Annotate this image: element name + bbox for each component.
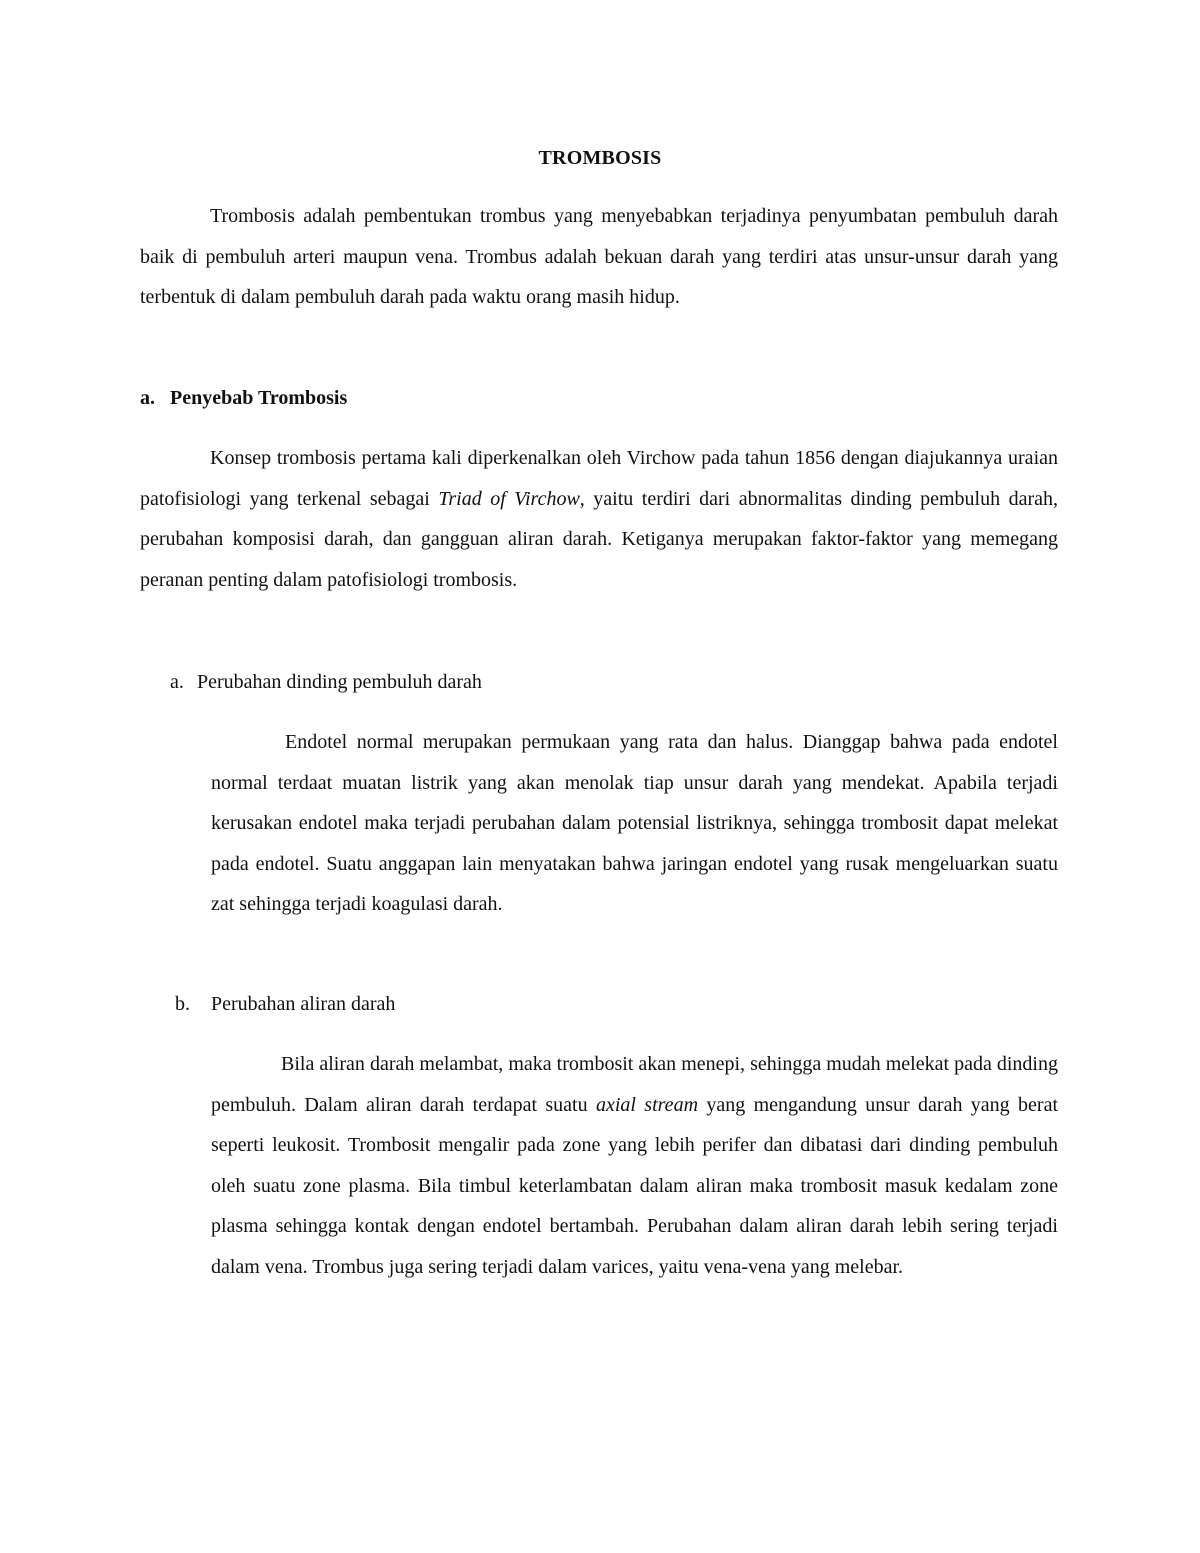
subsection-a-paragraph (211, 722, 1058, 925)
subsection-a-heading (170, 668, 482, 696)
subsection-b-paragraph (211, 1044, 1058, 1287)
section-a-marker: a. (140, 387, 155, 409)
intro-paragraph (140, 196, 1058, 318)
subsection-b-heading-text: Perubahan aliran darah (211, 993, 396, 1015)
section-a-text-before: Konsep trombosis pertama kali diperkenalkan oleh Virchow pada tahun 1856 dengan diajukannya uraian patofisiologi yang terkenal sebagai (140, 447, 1058, 510)
subsection-b-italic-term: axial stream (595, 1093, 699, 1116)
section-a-text-after: , yaitu terdiri dari abnormalitas dinding pembuluh darah, perubahan komposisi darah, dan gangguan aliran darah. Ketiganya merupakan faktor-faktor yang memegang peranan penting dalam patofisiologi trombosis. (140, 487, 1059, 591)
document-title: TROMBOSIS (538, 147, 662, 169)
section-a-heading (140, 384, 347, 412)
subsection-b-text-before: Bila aliran darah melambat, maka trombosit akan menepi, sehingga mudah melekat pada dinding pembuluh. Dalam aliran darah terdapat suatu (211, 1053, 1058, 1116)
section-a-heading-text: Penyebab Trombosis (170, 387, 348, 409)
intro-text: Trombosis adalah pembentukan trombus yang menyebabkan terjadinya penyumbatan pembuluh darah baik di pembuluh arteri maupun vena. Trombus adalah bekuan darah yang terdiri atas unsur-unsur darah yang terbentuk di dalam pembuluh darah pada waktu orang masih hidup. (140, 205, 1058, 308)
subsection-b-heading (175, 990, 395, 1018)
subsection-a-marker: a. (170, 671, 184, 693)
section-a-paragraph (140, 438, 1058, 600)
subsection-b-marker: b. (175, 993, 190, 1015)
section-a-italic-term: Triad of Virchow (438, 487, 580, 510)
subsection-a-text: Endotel normal merupakan permukaan yang rata dan halus. Dianggap bahwa pada endotel normal terdaat muatan listrik yang akan menolak tiap unsur darah yang mendekat. Apabila terjadi kerusakan endotel maka terjadi perubahan dalam potensial listriknya, sehingga trombosit dapat melekat pada endotel. Suatu anggapan lain menyatakan bahwa jaringan endotel yang rusak mengeluarkan suatu zat sehingga terjadi koagulasi darah. (211, 731, 1058, 915)
subsection-b-text-after: yang mengandung unsur darah yang berat seperti leukosit. Trombosit mengalir pada zone yang lebih perifer dan dibatasi dari dinding pembuluh oleh suatu zone plasma. Bila timbul keterlambatan dalam aliran maka trombosit masuk kedalam zone plasma sehingga kontak dengan endotel bertambah. Perubahan dalam aliran darah lebih sering terjadi dalam vena. Trombus juga sering terjadi dalam varices, yaitu vena-vena yang melebar. (211, 1093, 1059, 1278)
subsection-a-heading-text: Perubahan dinding pembuluh darah (197, 671, 482, 693)
